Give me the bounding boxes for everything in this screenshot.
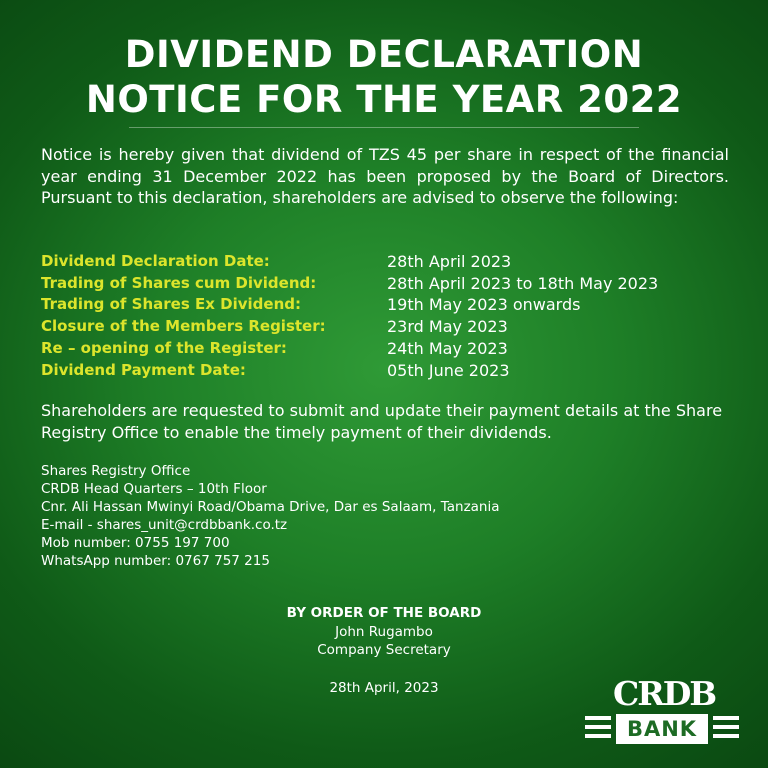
logo-bars-left-icon: [585, 716, 611, 743]
dividend-schedule: [41, 251, 729, 381]
logo-bank-box: BANK: [616, 714, 708, 744]
schedule-value: 28th April 2023 to 18th May 2023: [387, 273, 659, 293]
title-line-1: DIVIDEND DECLARATION: [124, 33, 644, 76]
contact-office: Shares Registry Office: [41, 463, 191, 479]
secretary-name: John Rugambo: [335, 623, 433, 640]
logo-bars-right-icon: [713, 716, 739, 743]
contact-whatsapp: WhatsApp number: 0767 757 215: [41, 553, 270, 569]
schedule-value: 19th May 2023 onwards: [387, 295, 581, 315]
contact-block: [41, 462, 641, 570]
contact-building: CRDB Head Quarters – 10th Floor: [41, 481, 267, 497]
contact-mobile: Mob number: 0755 197 700: [41, 535, 230, 551]
title-divider: [129, 127, 639, 128]
schedule-label: Dividend Payment Date:: [41, 360, 246, 379]
contact-email: E-mail - shares_unit@crdbbank.co.tz: [41, 517, 288, 533]
schedule-row-register-closure: [41, 316, 729, 338]
signoff-date: 28th April, 2023: [329, 679, 439, 696]
board-order: BY ORDER OF THE BOARD: [286, 605, 482, 621]
schedule-label: Re – opening of the Register:: [41, 338, 287, 357]
schedule-value: 24th May 2023: [387, 338, 508, 358]
board-signoff: [234, 604, 534, 697]
schedule-label: Closure of the Members Register:: [41, 317, 326, 336]
title-line-2: NOTICE FOR THE YEAR 2022: [85, 78, 683, 121]
schedule-label: Trading of Shares Ex Dividend:: [41, 295, 301, 314]
schedule-value: 28th April 2023: [387, 252, 512, 271]
intro-paragraph: Notice is hereby given that dividend of TZS 45 per share in respect of the financial year ending 31 December 2022 has been proposed by the Board of Directors. Pursuant to this declaration, shareholders are advised to observe the following:: [41, 145, 729, 207]
request-paragraph: Shareholders are requested to submit and update their payment details at the Share Registry Office to enable the timely payment of their dividends.: [41, 401, 723, 442]
contact-address: Cnr. Ali Hassan Mwinyi Road/Obama Drive, Dar es Salaam, Tanzania: [41, 499, 500, 515]
schedule-row-cum-dividend: [41, 273, 729, 295]
secretary-title: Company Secretary: [317, 642, 451, 658]
schedule-row-register-reopening: [41, 338, 729, 360]
logo-wordmark: CRDB: [613, 674, 716, 713]
schedule-value: 05th June 2023: [387, 360, 510, 380]
schedule-row-ex-dividend: [41, 294, 729, 316]
schedule-row-declaration: [41, 251, 729, 273]
schedule-value: 23rd May 2023: [387, 317, 508, 337]
schedule-row-payment: [41, 360, 729, 382]
crdb-bank-logo: [585, 676, 745, 748]
schedule-label: Dividend Declaration Date:: [41, 252, 270, 270]
schedule-label: Trading of Shares cum Dividend:: [41, 273, 317, 292]
notice-title: [0, 32, 768, 122]
